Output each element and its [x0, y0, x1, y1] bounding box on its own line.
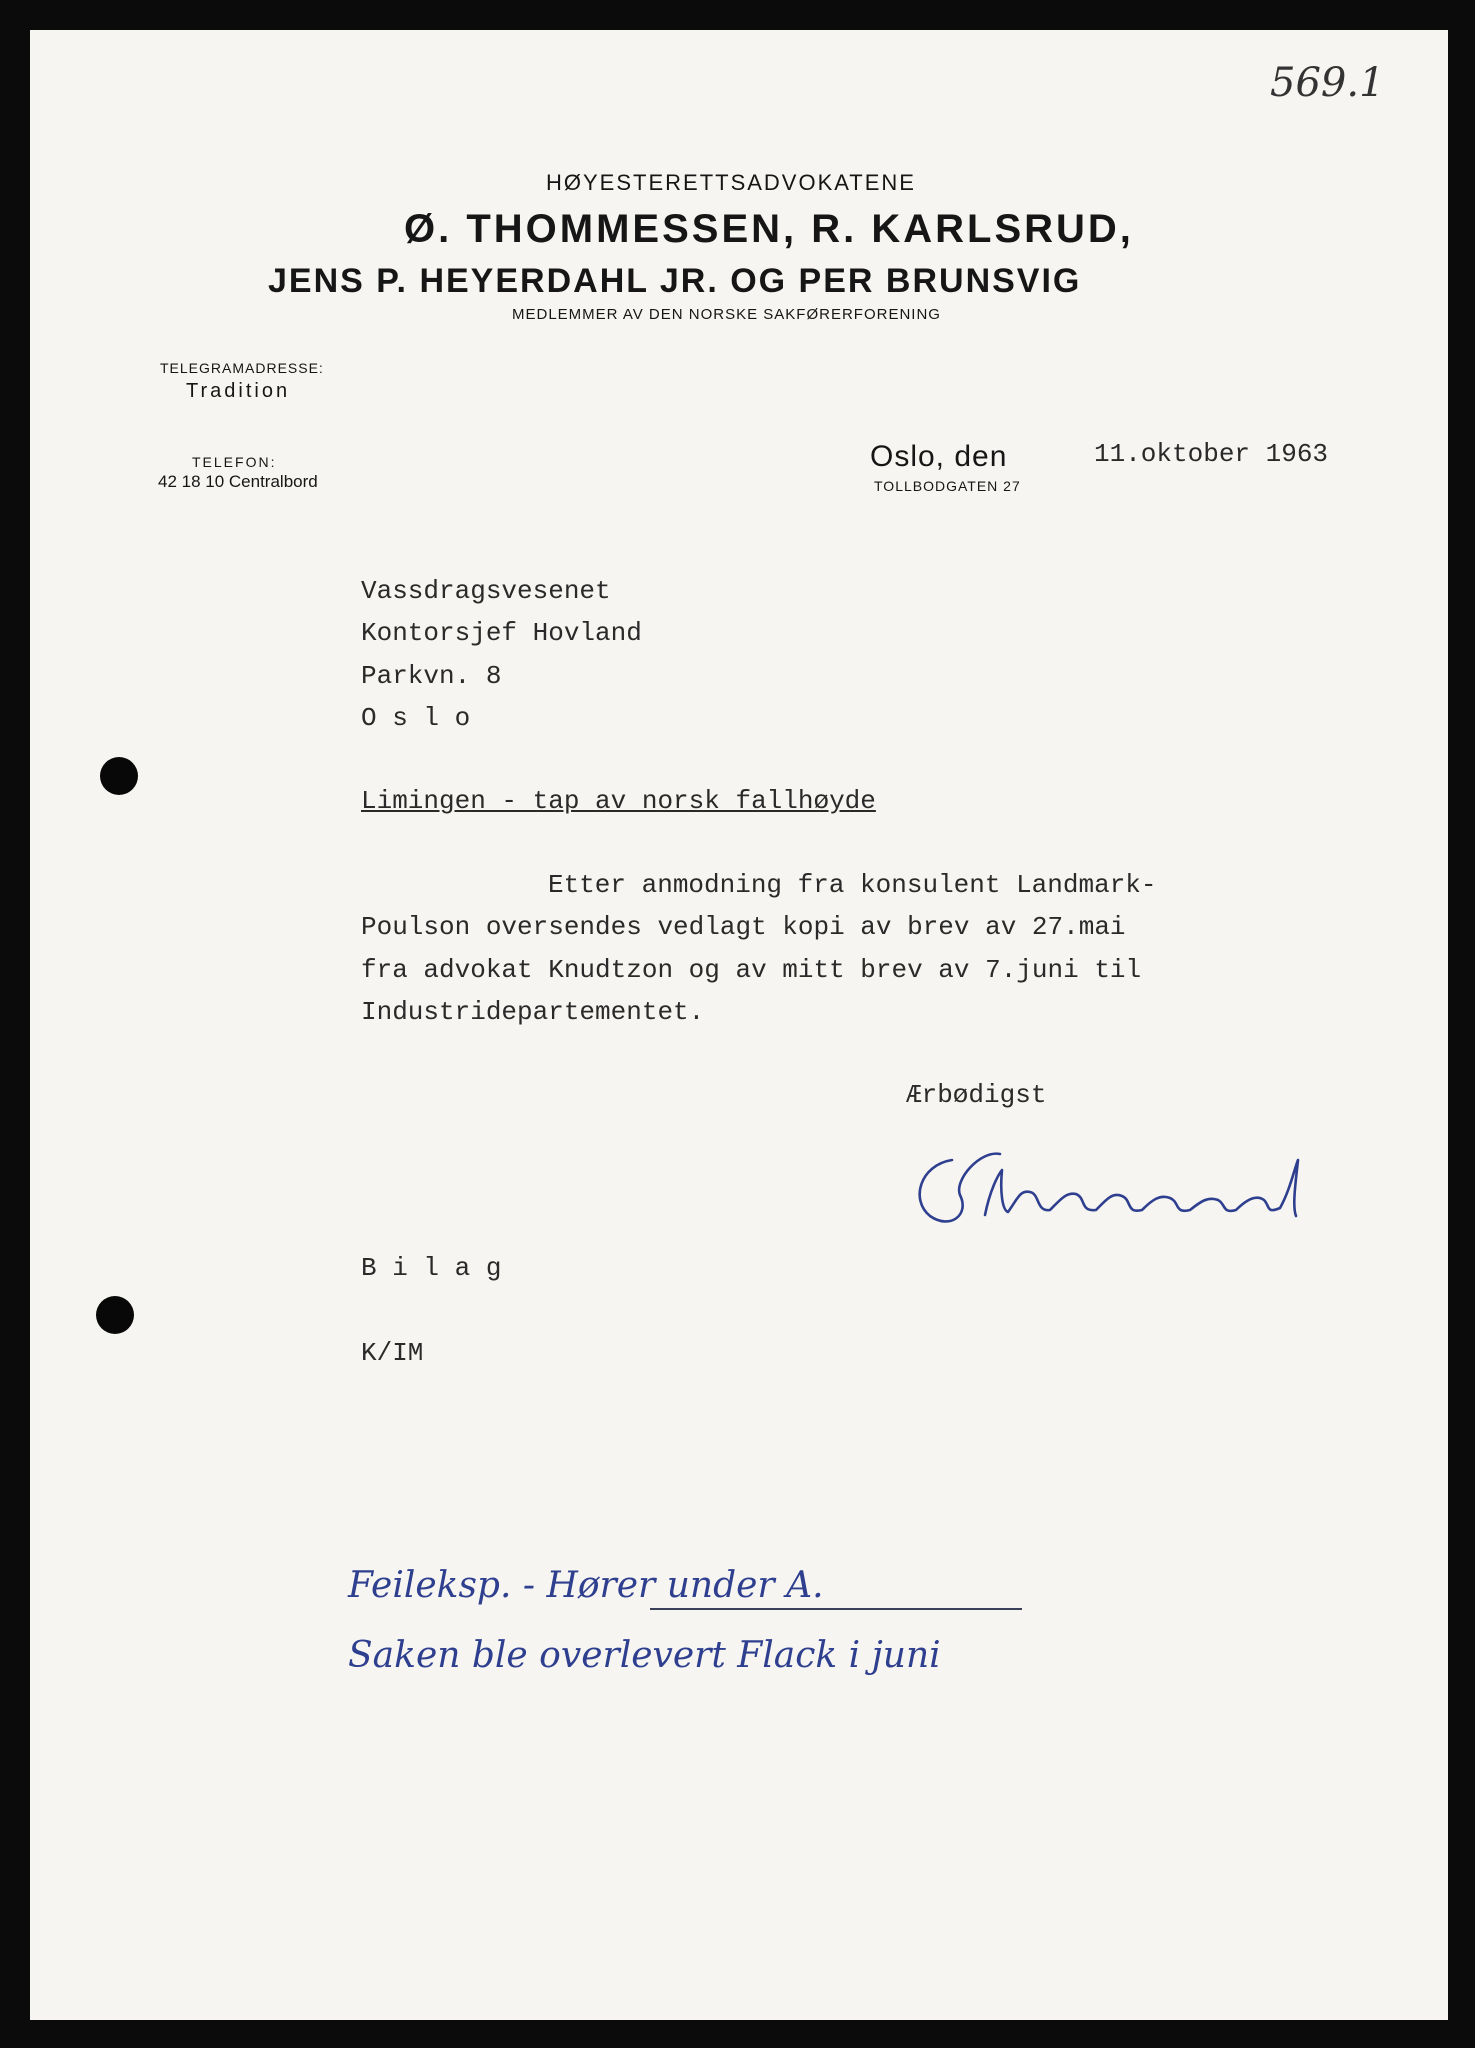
note-underline	[650, 1608, 1022, 1610]
archive-reference: 569.1	[1270, 60, 1385, 106]
body-line: Industridepartementet.	[361, 997, 705, 1027]
handwritten-note: Feileksp. - Hører under A.	[348, 1565, 824, 1606]
telegram-label: TELEGRAMADRESSE:	[160, 360, 324, 376]
street-address: TOLLBODGATEN 27	[874, 478, 1021, 494]
phone-label: TELEFON:	[192, 454, 277, 470]
punch-hole	[96, 1296, 134, 1334]
letterhead-membership: MEDLEMMER AV DEN NORSKE SAKFØRERFORENING	[512, 306, 941, 323]
letterhead-title: HØYESTERETTSADVOKATENE	[546, 170, 916, 195]
body-line: Etter anmodning fra konsulent Landmark-	[548, 870, 1157, 900]
city-prefix: Oslo, den	[870, 440, 1008, 473]
recipient-line: Kontorsjef Hovland	[361, 618, 642, 648]
letterhead-partners-1: Ø. THOMMESSEN, R. KARLSRUD,	[404, 207, 1134, 251]
letterhead-partners-2: JENS P. HEYERDAHL JR. OG PER BRUNSVIG	[268, 262, 1082, 300]
phone-value: 42 18 10 Centralbord	[158, 472, 318, 491]
recipient-line: O s l o	[361, 703, 471, 733]
letter-page	[30, 30, 1448, 2020]
body-line: Poulson oversendes vedlagt kopi av brev av 27.mai	[361, 912, 1126, 942]
subject-line: Limingen - tap av norsk fallhøyde	[361, 786, 876, 816]
recipient-line: Vassdragsvesenet	[361, 576, 611, 606]
letter-date: 11.oktober 1963	[1094, 439, 1329, 469]
typist-initials: K/IM	[361, 1338, 424, 1368]
recipient-line: Parkvn. 8	[361, 661, 502, 691]
signature-image	[890, 1120, 1370, 1240]
handwritten-note: Saken ble overlevert Flack i juni	[348, 1635, 941, 1676]
enclosure-label: B i l a g	[361, 1253, 502, 1283]
body-line: fra advokat Knudtzon og av mitt brev av 7.juni til	[361, 955, 1142, 985]
punch-hole	[100, 757, 138, 795]
closing: Ærbødigst	[906, 1080, 1047, 1110]
telegram-value: Tradition	[186, 380, 291, 402]
